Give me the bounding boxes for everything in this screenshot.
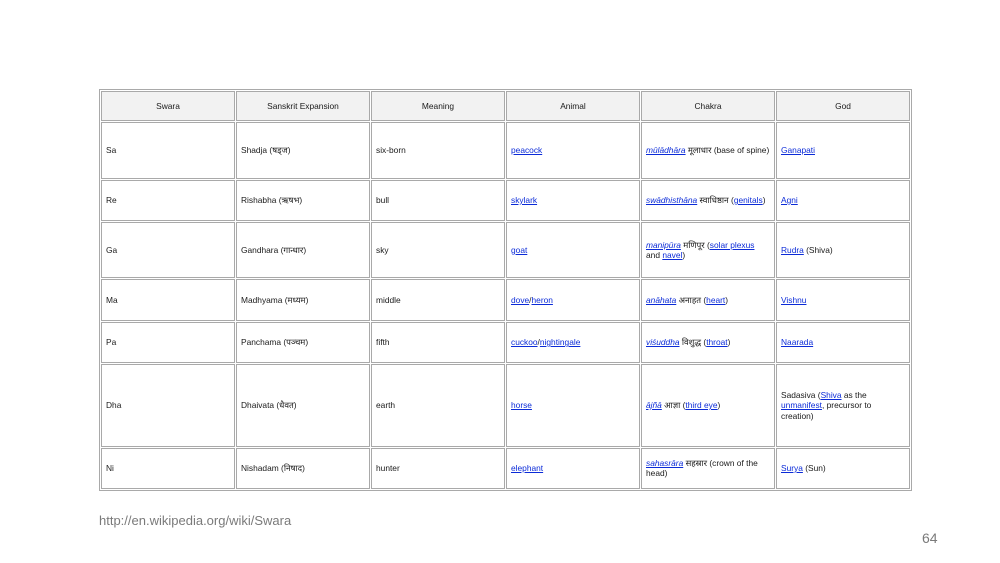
cell-text: / xyxy=(529,294,532,305)
cell-god xyxy=(776,180,910,221)
cell-sanskrit-expansion: Dhaivata (धैवत) xyxy=(236,364,370,447)
cell-text: ) xyxy=(727,337,731,348)
cell-text: आज्ञा ( xyxy=(661,400,686,411)
page-number: 64 xyxy=(922,530,938,546)
table-row xyxy=(101,322,910,363)
table-row xyxy=(101,448,910,489)
wiki-link[interactable]: solar plexus xyxy=(709,239,755,250)
table-row xyxy=(101,180,910,221)
header-chakra: Chakra xyxy=(641,91,775,121)
cell-text: ) xyxy=(725,294,729,305)
swara-table xyxy=(99,89,912,491)
cell-god xyxy=(776,322,910,363)
cell-chakra xyxy=(641,364,775,447)
header-animal: Animal xyxy=(506,91,640,121)
cell-text: मूलाधार (base of spine) xyxy=(685,145,770,156)
cell-chakra xyxy=(641,279,775,320)
wiki-link[interactable]: third eye xyxy=(685,400,718,411)
cell-meaning: bull xyxy=(371,180,505,221)
wiki-link[interactable]: swādhisthāna xyxy=(646,195,698,206)
cell-swara: Dha xyxy=(101,364,235,447)
cell-meaning: earth xyxy=(371,364,505,447)
cell-sanskrit-expansion: Shadja (षड्ज) xyxy=(236,122,370,178)
cell-swara: Re xyxy=(101,180,235,221)
cell-swara: Sa xyxy=(101,122,235,178)
wiki-link[interactable]: Surya xyxy=(781,463,803,474)
cell-text: अनाहत ( xyxy=(676,294,707,305)
wiki-link[interactable]: Ganapati xyxy=(781,145,815,156)
cell-sanskrit-expansion: Gandhara (गान्धार) xyxy=(236,222,370,278)
cell-text: मणिपूर ( xyxy=(680,239,710,250)
cell-god xyxy=(776,279,910,320)
wiki-link[interactable]: Agni xyxy=(781,195,798,206)
cell-text: ) xyxy=(682,250,686,261)
cell-sanskrit-expansion: Rishabha (ऋषभ) xyxy=(236,180,370,221)
header-sanskrit-expansion: Sanskrit Expansion xyxy=(236,91,370,121)
cell-text: स्वाधिष्ठान ( xyxy=(697,195,734,206)
cell-sanskrit-expansion: Nishadam (निषाद) xyxy=(236,448,370,489)
cell-meaning: middle xyxy=(371,279,505,320)
wiki-link[interactable]: viśuddha xyxy=(646,337,680,348)
cell-text: and xyxy=(646,250,663,261)
cell-meaning: six-born xyxy=(371,122,505,178)
wiki-link[interactable]: elephant xyxy=(511,463,544,474)
cell-text: , precursor to creation) xyxy=(781,400,872,421)
wiki-link[interactable]: throat xyxy=(706,337,728,348)
cell-text: Sadasiva ( xyxy=(781,389,821,400)
cell-chakra xyxy=(641,122,775,178)
wiki-link[interactable]: Naarada xyxy=(781,337,814,348)
cell-animal xyxy=(506,222,640,278)
cell-swara: Ga xyxy=(101,222,235,278)
wiki-link[interactable]: Vishnu xyxy=(781,294,807,305)
table-row xyxy=(101,364,910,447)
wiki-link[interactable]: unmanifest xyxy=(781,400,822,411)
cell-animal xyxy=(506,180,640,221)
cell-animal xyxy=(506,122,640,178)
cell-text: ) xyxy=(762,195,766,206)
wiki-link[interactable]: genitals xyxy=(733,195,763,206)
wiki-link[interactable]: manipūra xyxy=(646,239,681,250)
wiki-link[interactable]: cuckoo xyxy=(511,337,538,348)
cell-swara: Ma xyxy=(101,279,235,320)
header-row xyxy=(101,91,910,121)
cell-meaning: hunter xyxy=(371,448,505,489)
cell-animal xyxy=(506,322,640,363)
wiki-link[interactable]: Rudra xyxy=(781,244,804,255)
cell-text: (Sun) xyxy=(802,463,826,474)
cell-god xyxy=(776,222,910,278)
table-row xyxy=(101,222,910,278)
cell-text: as the xyxy=(841,389,867,400)
header-god: God xyxy=(776,91,910,121)
cell-god xyxy=(776,122,910,178)
wiki-link[interactable]: ājñā xyxy=(646,400,662,411)
wiki-link[interactable]: navel xyxy=(662,250,683,261)
cell-chakra xyxy=(641,222,775,278)
cell-text: / xyxy=(537,337,540,348)
cell-meaning: fifth xyxy=(371,322,505,363)
wiki-link[interactable]: peacock xyxy=(511,145,543,156)
wiki-link[interactable]: horse xyxy=(511,400,532,411)
cell-chakra xyxy=(641,180,775,221)
wiki-link[interactable]: nightingale xyxy=(539,337,581,348)
wiki-link[interactable]: mūlādhāra xyxy=(646,145,686,156)
cell-animal xyxy=(506,279,640,320)
cell-swara: Pa xyxy=(101,322,235,363)
header-swara: Swara xyxy=(101,91,235,121)
wiki-link[interactable]: anāhata xyxy=(646,294,677,305)
cell-chakra xyxy=(641,322,775,363)
cell-text: ) xyxy=(717,400,721,411)
wiki-link[interactable]: sahasrāra xyxy=(646,457,684,468)
table-row xyxy=(101,279,910,320)
cell-sanskrit-expansion: Panchama (पञ्चम) xyxy=(236,322,370,363)
wiki-link[interactable]: heron xyxy=(531,294,553,305)
wiki-link[interactable]: heart xyxy=(706,294,726,305)
wiki-link[interactable]: Shiva xyxy=(820,389,842,400)
cell-text: सहस्रार (crown of the head) xyxy=(646,457,758,479)
cell-text: (Shiva) xyxy=(803,244,833,255)
cell-animal xyxy=(506,364,640,447)
cell-swara: Ni xyxy=(101,448,235,489)
cell-god xyxy=(776,448,910,489)
table-row xyxy=(101,122,910,178)
wiki-link[interactable]: goat xyxy=(511,244,528,255)
header-meaning: Meaning xyxy=(371,91,505,121)
cell-text: विशुद्ध ( xyxy=(679,337,707,348)
cell-god xyxy=(776,364,910,447)
cell-meaning: sky xyxy=(371,222,505,278)
source-url: http://en.wikipedia.org/wiki/Swara xyxy=(99,513,292,528)
cell-sanskrit-expansion: Madhyama (मध्यम) xyxy=(236,279,370,320)
wiki-link[interactable]: skylark xyxy=(511,195,538,206)
cell-chakra xyxy=(641,448,775,489)
cell-animal xyxy=(506,448,640,489)
wiki-link[interactable]: dove xyxy=(511,294,530,305)
